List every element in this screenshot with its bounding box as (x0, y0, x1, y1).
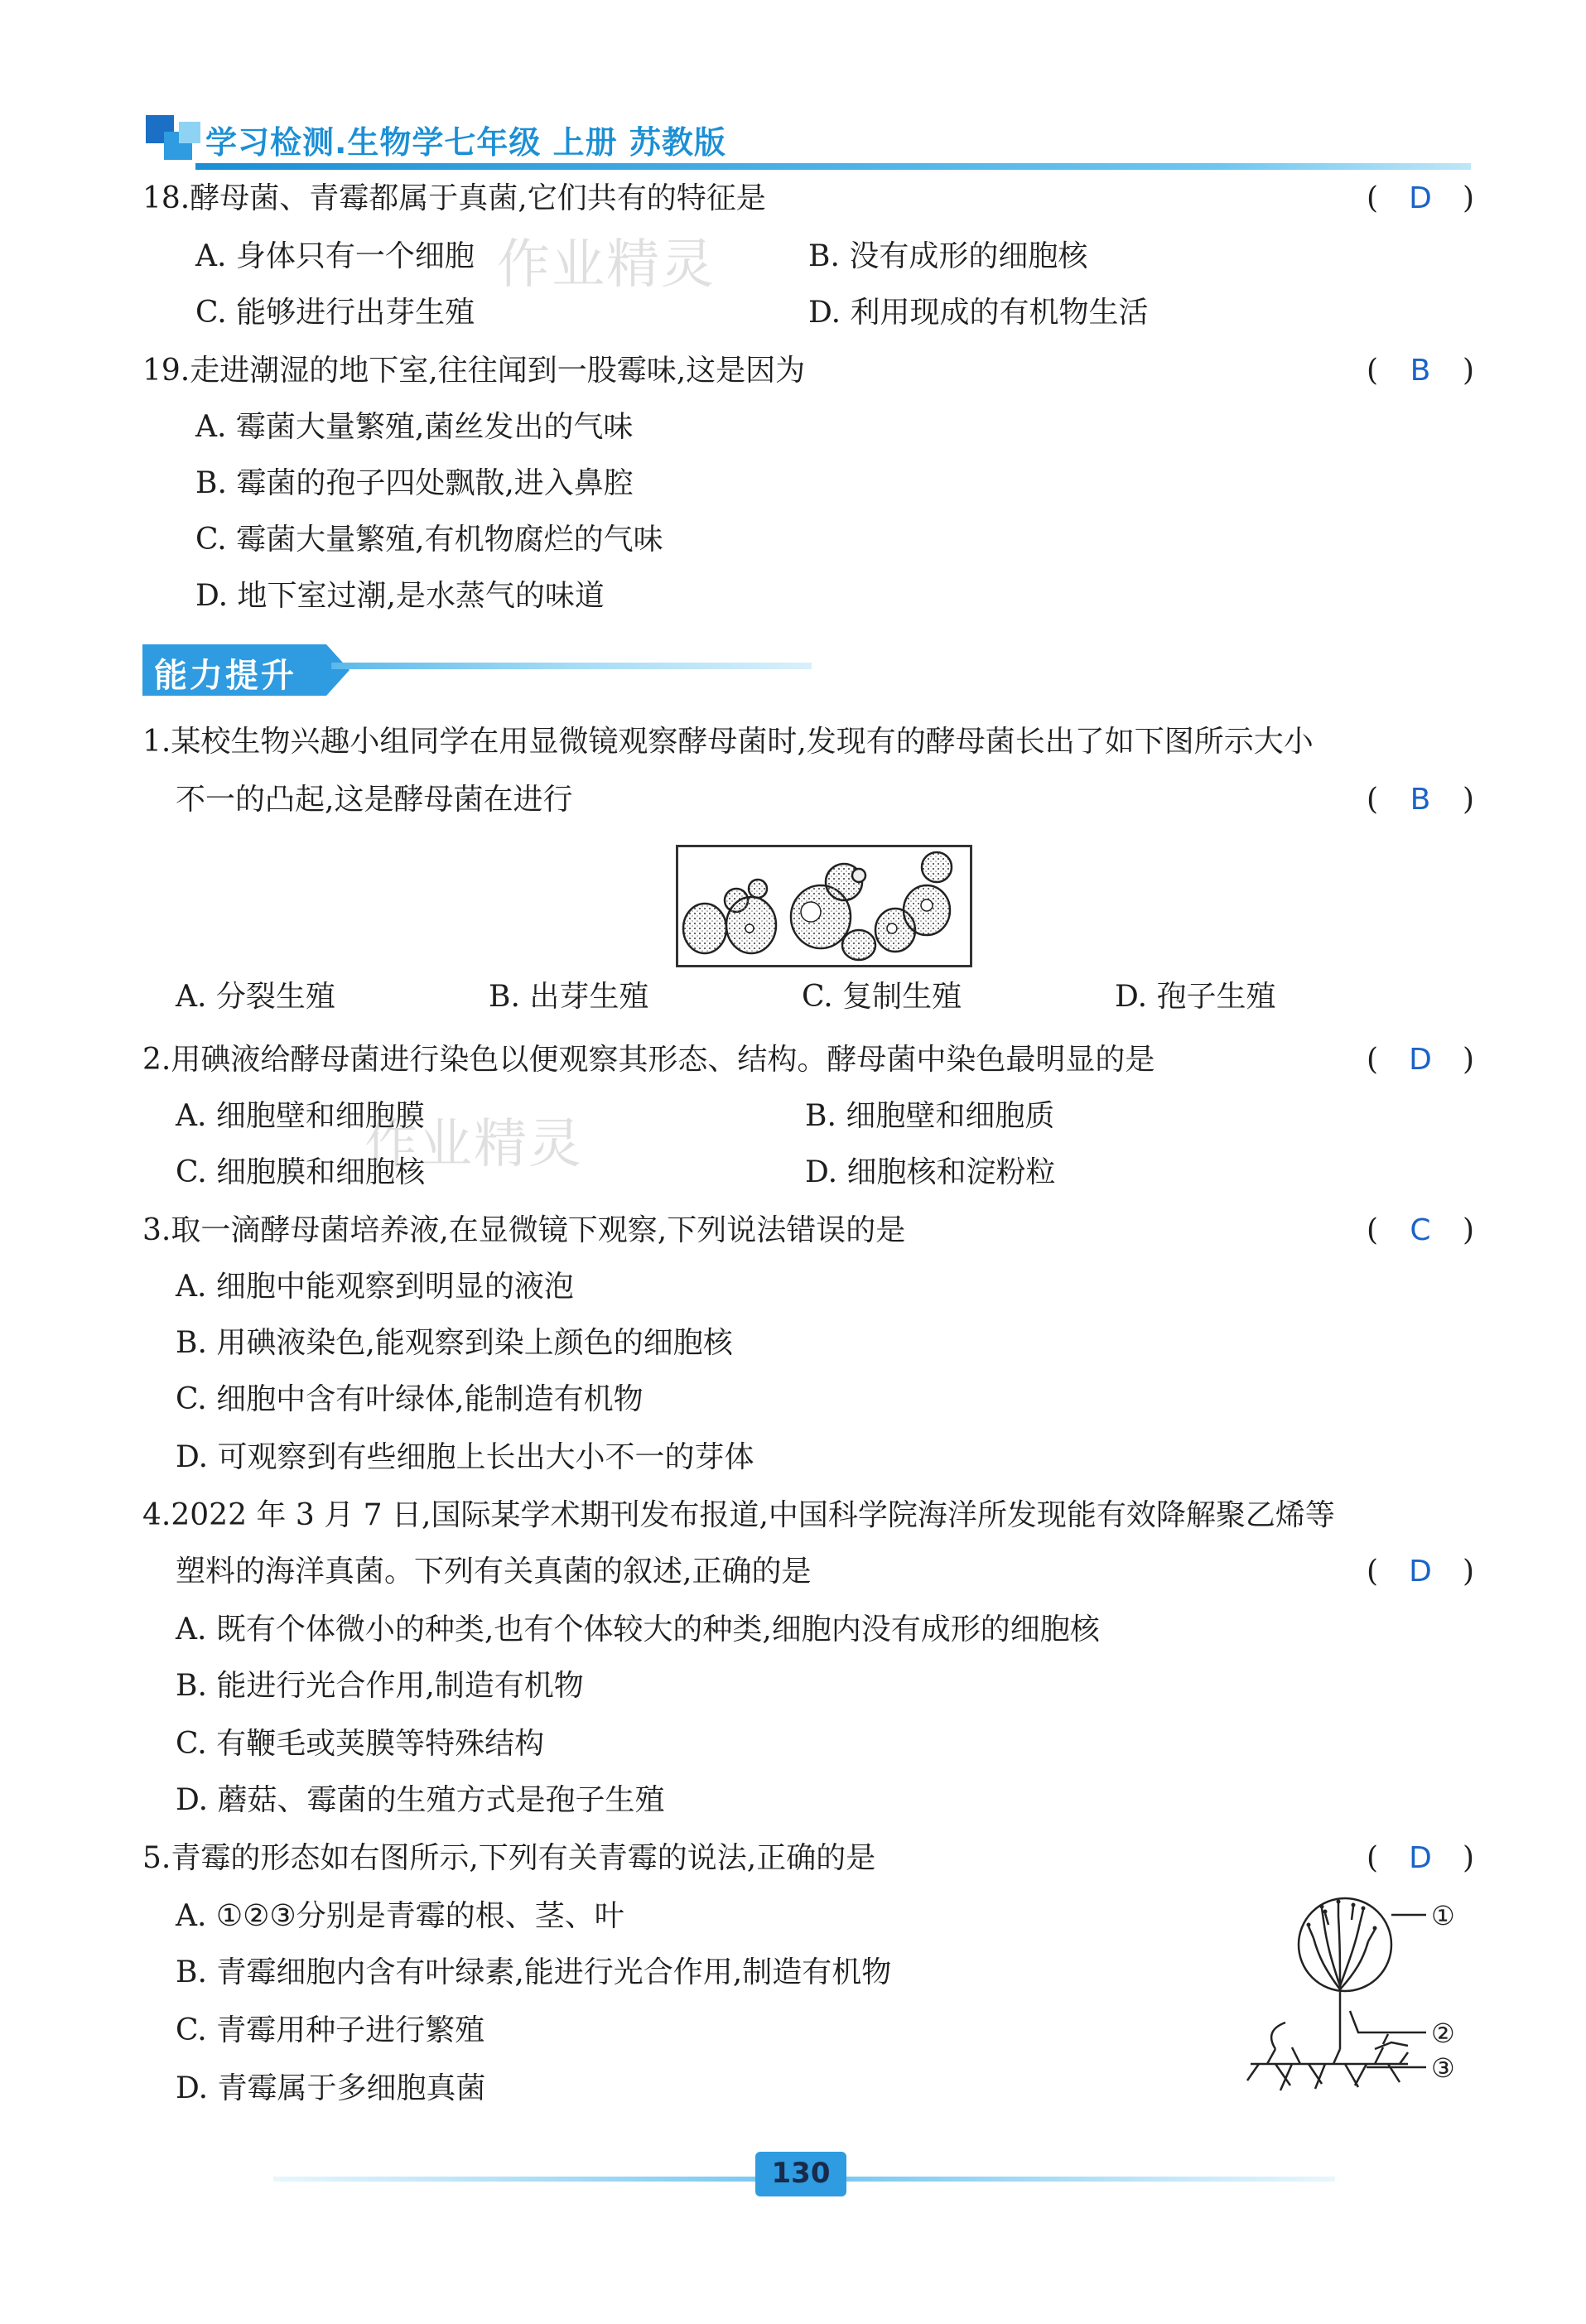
option-a: A. 细胞壁和细胞膜 (176, 1099, 425, 1133)
figure-label-1: ① (1431, 1900, 1455, 1931)
question-stem: 3.取一滴酵母菌培养液,在显微镜下观察,下列说法错误的是 (142, 1213, 906, 1247)
figure-label-2: ② (1431, 2018, 1455, 2049)
header-title: 学习检测.生物学七年级 上册 苏教版 (205, 124, 726, 161)
option-c: C. 细胞膜和细胞核 (176, 1155, 426, 1189)
figure-label-3: ③ (1431, 2052, 1455, 2084)
question-stem: 1.某校生物兴趣小组同学在用显微镜观察酵母菌时,发现有的酵母菌长出了如下图所示大小 (142, 725, 1314, 759)
question-stem: 塑料的海洋真菌。下列有关真菌的叙述,正确的是 (176, 1555, 812, 1589)
option-b: B. 霉菌的孢子四处飘散,进入鼻腔 (195, 466, 634, 500)
section-title: 能力提升 (154, 657, 296, 695)
penicillium-figure (1242, 1887, 1482, 2104)
answer-letter: B (1410, 354, 1431, 388)
answer-slot: ( D ) (1367, 1839, 1474, 1878)
question-stem: 4.2022 年 3 月 7 日,国际某学术期刊发布报道,中国科学院海洋所发现能有效降解聚乙烯等 (142, 1498, 1335, 1532)
option-c: C. 有鞭毛或荚膜等特殊结构 (176, 1727, 545, 1761)
question-stem: 不一的凸起,这是酵母菌在进行 (176, 783, 573, 817)
option-d: D. 可观察到有些细胞上长出大小不一的芽体 (176, 1440, 754, 1474)
header-square-icon (179, 122, 200, 143)
option-a: A. 霉菌大量繁殖,菌丝发出的气味 (195, 410, 634, 444)
question-stem: 18.酵母菌、青霉都属于真菌,它们共有的特征是 (142, 181, 766, 215)
option-b: B. 没有成形的细胞核 (808, 239, 1088, 273)
option-c: C. 能够进行出芽生殖 (195, 296, 475, 330)
option-b: B. 能进行光合作用,制造有机物 (176, 1669, 584, 1703)
answer-slot: ( B ) (1367, 780, 1474, 820)
watermark: 作业精灵 (497, 234, 716, 296)
penicillium-illustration (1242, 1887, 1482, 2104)
option-a: A. 既有个体微小的种类,也有个体较大的种类,细胞内没有成形的细胞核 (176, 1613, 1100, 1647)
option-d: D. 细胞核和淀粉粒 (805, 1155, 1056, 1189)
answer-letter: D (1409, 1841, 1432, 1875)
option-d: D. 孢子生殖 (1115, 980, 1276, 1014)
answer-slot: ( D ) (1367, 1552, 1474, 1592)
option-a: A. 身体只有一个细胞 (195, 239, 475, 273)
option-d: D. 地下室过潮,是水蒸气的味道 (195, 579, 605, 613)
page-number: 130 (771, 2157, 831, 2190)
answer-letter: B (1410, 783, 1431, 817)
option-b: B. 用碘液染色,能观察到染上颜色的细胞核 (176, 1326, 733, 1360)
answer-slot: ( D ) (1367, 1040, 1474, 1080)
watermark: 作业精灵 (364, 1114, 583, 1175)
answer-letter: D (1409, 1555, 1432, 1589)
answer-slot: ( C ) (1367, 1211, 1474, 1251)
option-d: D. 利用现成的有机物生活 (808, 296, 1149, 330)
answer-letter: D (1409, 1043, 1432, 1077)
option-d: D. 青霉属于多细胞真菌 (176, 2071, 486, 2105)
page-header (146, 112, 1471, 170)
yeast-budding-figure (676, 845, 972, 967)
section-rule (331, 663, 812, 669)
option-c: C. 霉菌大量繁殖,有机物腐烂的气味 (195, 523, 663, 557)
option-a: A. ①②③分别是青霉的根、茎、叶 (176, 1899, 624, 1933)
yeast-cells-illustration (678, 847, 970, 965)
option-c: C. 细胞中含有叶绿体,能制造有机物 (176, 1382, 644, 1416)
question-stem: 19.走进潮湿的地下室,往往闻到一股霉味,这是因为 (142, 354, 806, 388)
answer-slot: ( D ) (1367, 179, 1474, 219)
answer-letter: C (1410, 1213, 1431, 1247)
option-c: C. 青霉用种子进行繁殖 (176, 2013, 485, 2047)
footer-rule-right (846, 2177, 1335, 2182)
answer-letter: D (1409, 181, 1432, 215)
section-tag (142, 644, 349, 696)
option-b: B. 出芽生殖 (489, 980, 649, 1014)
option-b: B. 青霉细胞内含有叶绿素,能进行光合作用,制造有机物 (176, 1955, 892, 1989)
footer-rule-left (273, 2177, 755, 2182)
header-rule (195, 163, 1471, 170)
option-a: A. 分裂生殖 (176, 980, 335, 1014)
option-a: A. 细胞中能观察到明显的液泡 (176, 1270, 574, 1304)
page-number-badge (755, 2152, 846, 2196)
question-stem: 5.青霉的形态如右图所示,下列有关青霉的说法,正确的是 (142, 1841, 876, 1875)
question-stem: 2.用碘液给酵母菌进行染色以便观察其形态、结构。酵母菌中染色最明显的是 (142, 1043, 1155, 1077)
answer-slot: ( B ) (1367, 351, 1474, 391)
option-c: C. 复制生殖 (802, 980, 962, 1014)
option-d: D. 蘑菇、霉菌的生殖方式是孢子生殖 (176, 1783, 665, 1817)
option-b: B. 细胞壁和细胞质 (805, 1099, 1055, 1133)
